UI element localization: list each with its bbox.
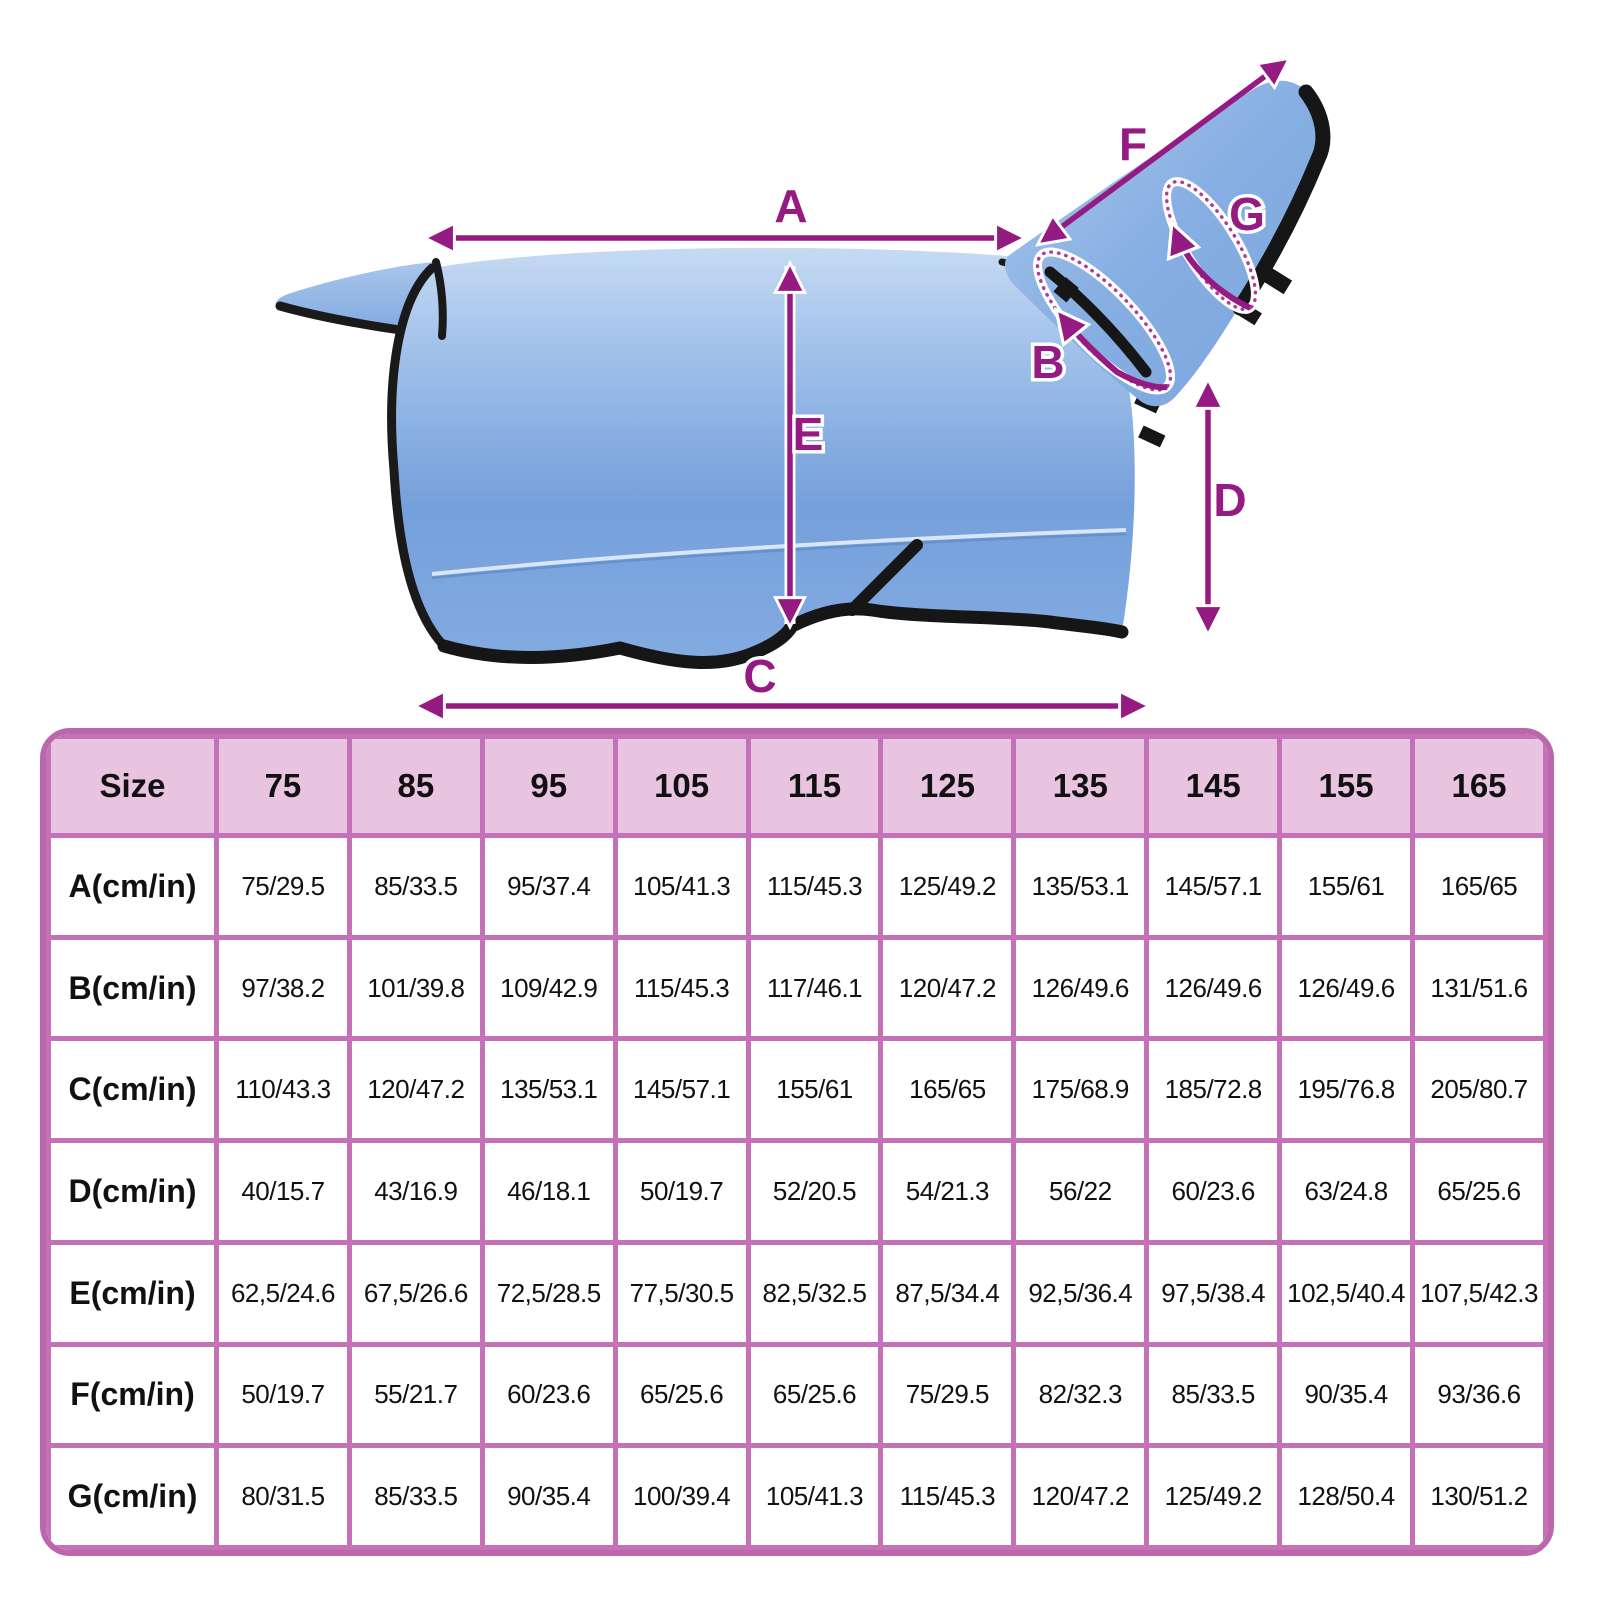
measure-value-cell: 63/24.8 (1280, 1141, 1413, 1243)
measure-value-cell: 43/16.9 (349, 1141, 482, 1243)
measure-label-d: D (1213, 474, 1247, 526)
size-chart-table (46, 734, 1548, 1550)
measure-value-cell: 65/25.6 (748, 1344, 881, 1446)
size-column-header: 115 (748, 737, 881, 836)
measure-label-g: G (1229, 188, 1265, 240)
measure-row-label: F(cm/in) (49, 1344, 217, 1446)
table-row (49, 836, 1546, 938)
size-column-header: 155 (1280, 737, 1413, 836)
measure-value-cell: 185/72.8 (1147, 1039, 1280, 1141)
measure-value-cell: 126/49.6 (1280, 937, 1413, 1039)
measure-value-cell: 75/29.5 (217, 836, 350, 938)
measure-value-cell: 145/57.1 (1147, 836, 1280, 938)
table-row (49, 937, 1546, 1039)
measure-value-cell: 107,5/42.3 (1413, 1242, 1546, 1344)
measure-value-cell: 87,5/34.4 (881, 1242, 1014, 1344)
size-column-header: 105 (615, 737, 748, 836)
measure-value-cell: 72,5/28.5 (482, 1242, 615, 1344)
measure-value-cell: 120/47.2 (1014, 1446, 1147, 1548)
measure-label-a: A (774, 180, 808, 232)
size-column-header: 85 (349, 737, 482, 836)
measure-value-cell: 62,5/24.6 (217, 1242, 350, 1344)
measure-value-cell: 54/21.3 (881, 1141, 1014, 1243)
front-clip-lower (1138, 425, 1165, 447)
measure-value-cell: 97/38.2 (217, 937, 350, 1039)
measure-value-cell: 60/23.6 (482, 1344, 615, 1446)
measure-value-cell: 135/53.1 (482, 1039, 615, 1141)
measure-value-cell: 85/33.5 (349, 1446, 482, 1548)
measure-value-cell: 85/33.5 (349, 836, 482, 938)
measure-value-cell: 77,5/30.5 (615, 1242, 748, 1344)
size-column-header: 125 (881, 737, 1014, 836)
measure-value-cell: 82,5/32.5 (748, 1242, 881, 1344)
measure-label-e: E (792, 408, 824, 460)
measure-value-cell: 125/49.2 (1147, 1446, 1280, 1548)
measure-value-cell: 46/18.1 (482, 1141, 615, 1243)
measure-value-cell: 80/31.5 (217, 1446, 350, 1548)
measure-value-cell: 65/25.6 (615, 1344, 748, 1446)
measure-value-cell: 90/35.4 (482, 1446, 615, 1548)
measure-value-cell: 115/45.3 (615, 937, 748, 1039)
measure-value-cell: 67,5/26.6 (349, 1242, 482, 1344)
measure-value-cell: 97,5/38.4 (1147, 1242, 1280, 1344)
measure-value-cell: 101/39.8 (349, 937, 482, 1039)
measure-value-cell: 95/37.4 (482, 836, 615, 938)
header-row (49, 737, 1546, 836)
measure-value-cell: 90/35.4 (1280, 1344, 1413, 1446)
size-column-header: 145 (1147, 737, 1280, 836)
table-row (49, 1242, 1546, 1344)
size-chart-table-wrap (40, 728, 1554, 1556)
measure-row-label: C(cm/in) (49, 1039, 217, 1141)
measure-value-cell: 109/42.9 (482, 937, 615, 1039)
size-column-header: 75 (217, 737, 350, 836)
measure-value-cell: 165/65 (1413, 836, 1546, 938)
table-row (49, 1039, 1546, 1141)
measure-value-cell: 93/36.6 (1413, 1344, 1546, 1446)
measure-value-cell: 50/19.7 (615, 1141, 748, 1243)
measure-value-cell: 75/29.5 (881, 1344, 1014, 1446)
table-row (49, 1141, 1546, 1243)
size-column-header: 95 (482, 737, 615, 836)
measure-row-label: B(cm/in) (49, 937, 217, 1039)
measure-value-cell: 155/61 (1280, 836, 1413, 938)
measure-value-cell: 117/46.1 (748, 937, 881, 1039)
measure-value-cell: 115/45.3 (748, 836, 881, 938)
measure-value-cell: 56/22 (1014, 1141, 1147, 1243)
measure-value-cell: 50/19.7 (217, 1344, 350, 1446)
measure-value-cell: 155/61 (748, 1039, 881, 1141)
measure-value-cell: 125/49.2 (881, 836, 1014, 938)
measure-value-cell: 175/68.9 (1014, 1039, 1147, 1141)
measure-value-cell: 60/23.6 (1147, 1141, 1280, 1243)
measure-value-cell: 205/80.7 (1413, 1039, 1546, 1141)
measure-value-cell: 40/15.7 (217, 1141, 350, 1243)
measure-value-cell: 165/65 (881, 1039, 1014, 1141)
rug-measurement-diagram (0, 0, 1600, 722)
table-row (49, 1344, 1546, 1446)
measure-value-cell: 130/51.2 (1413, 1446, 1546, 1548)
measure-value-cell: 195/76.8 (1280, 1039, 1413, 1141)
measure-value-cell: 120/47.2 (349, 1039, 482, 1141)
size-header-cell: Size (49, 737, 217, 836)
measure-value-cell: 92,5/36.4 (1014, 1242, 1147, 1344)
measure-value-cell: 131/51.6 (1413, 937, 1546, 1039)
measure-value-cell: 120/47.2 (881, 937, 1014, 1039)
size-column-header: 135 (1014, 737, 1147, 836)
measure-row-label: A(cm/in) (49, 836, 217, 938)
measure-row-label: E(cm/in) (49, 1242, 217, 1344)
measure-value-cell: 65/25.6 (1413, 1141, 1546, 1243)
measure-label-c: C (743, 650, 777, 702)
measure-value-cell: 52/20.5 (748, 1141, 881, 1243)
measure-value-cell: 126/49.6 (1147, 937, 1280, 1039)
measure-label-b: B (1031, 336, 1065, 388)
measure-value-cell: 102,5/40.4 (1280, 1242, 1413, 1344)
measure-value-cell: 100/39.4 (615, 1446, 748, 1548)
table-row (49, 1446, 1546, 1548)
measure-value-cell: 110/43.3 (217, 1039, 350, 1141)
measure-value-cell: 115/45.3 (881, 1446, 1014, 1548)
measure-value-cell: 55/21.7 (349, 1344, 482, 1446)
size-column-header: 165 (1413, 737, 1546, 836)
measure-value-cell: 105/41.3 (615, 836, 748, 938)
rug-body (392, 248, 1135, 663)
measure-label-f: F (1118, 118, 1148, 170)
measure-value-cell: 128/50.4 (1280, 1446, 1413, 1548)
measure-row-label: D(cm/in) (49, 1141, 217, 1243)
measure-value-cell: 145/57.1 (615, 1039, 748, 1141)
measure-row-label: G(cm/in) (49, 1446, 217, 1548)
measure-value-cell: 105/41.3 (748, 1446, 881, 1548)
measure-value-cell: 126/49.6 (1014, 937, 1147, 1039)
measure-value-cell: 82/32.3 (1014, 1344, 1147, 1446)
measure-value-cell: 85/33.5 (1147, 1344, 1280, 1446)
measure-value-cell: 135/53.1 (1014, 836, 1147, 938)
